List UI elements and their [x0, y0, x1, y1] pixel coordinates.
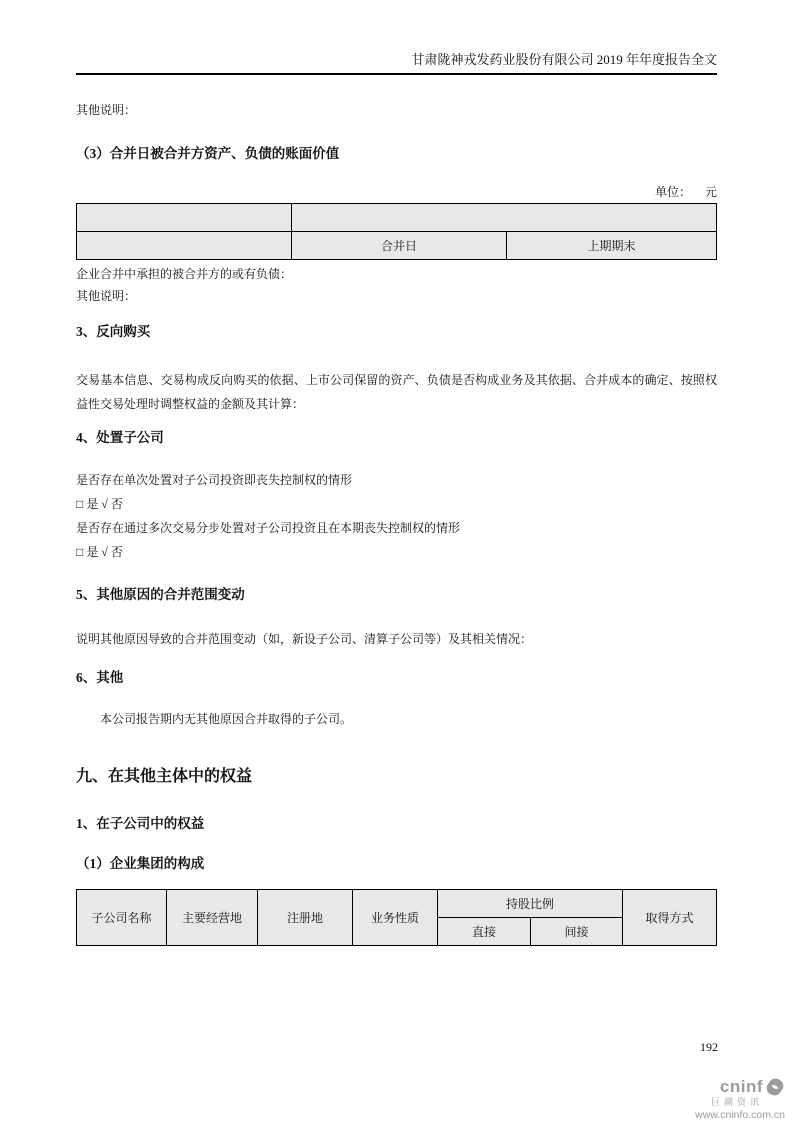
cninfo-swirl-icon	[765, 1077, 785, 1097]
table2-header-direct: 直接	[438, 918, 531, 946]
page-content	[76, 102, 717, 946]
checkbox-options-single: □ 是 √ 否	[76, 497, 123, 511]
table1-header-prior-period: 上期期末	[507, 232, 717, 260]
table2-header-acquisition: 取得方式	[623, 890, 717, 946]
table-row	[77, 890, 717, 918]
table2-header-registered-place: 注册地	[258, 890, 353, 946]
table1-corner-cell	[77, 204, 292, 232]
heading-group-composition: （1）企业集团的构成	[76, 856, 205, 871]
unit-label: 单位：	[654, 185, 691, 199]
table2-header-indirect: 间接	[531, 918, 623, 946]
disposal-questions-block	[76, 468, 717, 564]
table1-merged-header-cell	[292, 204, 717, 232]
table2-header-subsidiary: 子公司名称	[77, 890, 167, 946]
heading-other: 6、其他	[76, 670, 124, 685]
unit-line	[76, 184, 717, 200]
table2-header-main-place: 主要经营地	[167, 890, 258, 946]
cninfo-logo-row	[667, 1077, 785, 1097]
question-multi-step-disposal: 是否存在通过多次交易分步处置对子公司投资且在本期丧失控制权的情形	[76, 521, 461, 535]
heading-merged-book-value: （3）合并日被合并方资产、负债的账面价值	[76, 146, 340, 161]
other-scope-change-paragraph: 说明其他原因导致的合并范围变动（如，新设子公司、清算子公司等）及其相关情况：	[76, 632, 533, 646]
merged-party-book-value-table	[76, 203, 717, 260]
table2-header-shareholding: 持股比例	[438, 890, 623, 918]
cninfo-chinese-name: 巨潮资讯	[710, 1097, 763, 1107]
chapter-heading-interests-in-other-entities: 九、在其他主体中的权益	[76, 768, 253, 785]
reverse-purchase-paragraph: 交易基本信息、交易构成反向购买的依据、上市公司保留的资产、负债是否构成业务及其依据、合并成本的确定、按照权益性交易处理时调整权益的金额及其计算：	[76, 373, 717, 411]
table-row	[77, 232, 717, 260]
other-paragraph: 本公司报告期内无其他原因合并取得的子公司。	[100, 712, 353, 726]
page-number: 192	[700, 1040, 718, 1054]
page-header	[76, 0, 717, 75]
question-single-disposal: 是否存在单次处置对子公司投资即丧失控制权的情形	[76, 473, 353, 487]
unit-value: 元	[704, 185, 717, 199]
cninfo-url: www.cninfo.com.cn	[695, 1108, 785, 1121]
cninfo-brand-text: cninf	[719, 1076, 763, 1096]
heading-reverse-purchase: 3、反向购买	[76, 324, 151, 339]
heading-other-scope-change: 5、其他原因的合并范围变动	[76, 587, 245, 602]
table1-header-combine-date: 合并日	[292, 232, 507, 260]
cninfo-logo	[667, 1077, 785, 1121]
heading-disposal-subsidiary: 4、处置子公司	[76, 430, 164, 445]
other-note-1: 其他说明：	[76, 103, 137, 117]
other-note-2: 其他说明：	[76, 289, 137, 303]
table1-row-label-cell	[77, 232, 292, 260]
heading-interests-in-subsidiaries: 1、在子公司中的权益	[76, 816, 205, 831]
report-title: 甘肃陇神戎发药业股份有限公司 2019 年年度报告全文	[411, 52, 717, 67]
checkbox-options-multi: □ 是 √ 否	[76, 545, 123, 559]
group-composition-table	[76, 889, 717, 946]
table-row	[77, 204, 717, 232]
contingent-liabilities-line: 企业合并中承担的被合并方的或有负债：	[76, 267, 293, 281]
table2-header-business-nature: 业务性质	[353, 890, 438, 946]
